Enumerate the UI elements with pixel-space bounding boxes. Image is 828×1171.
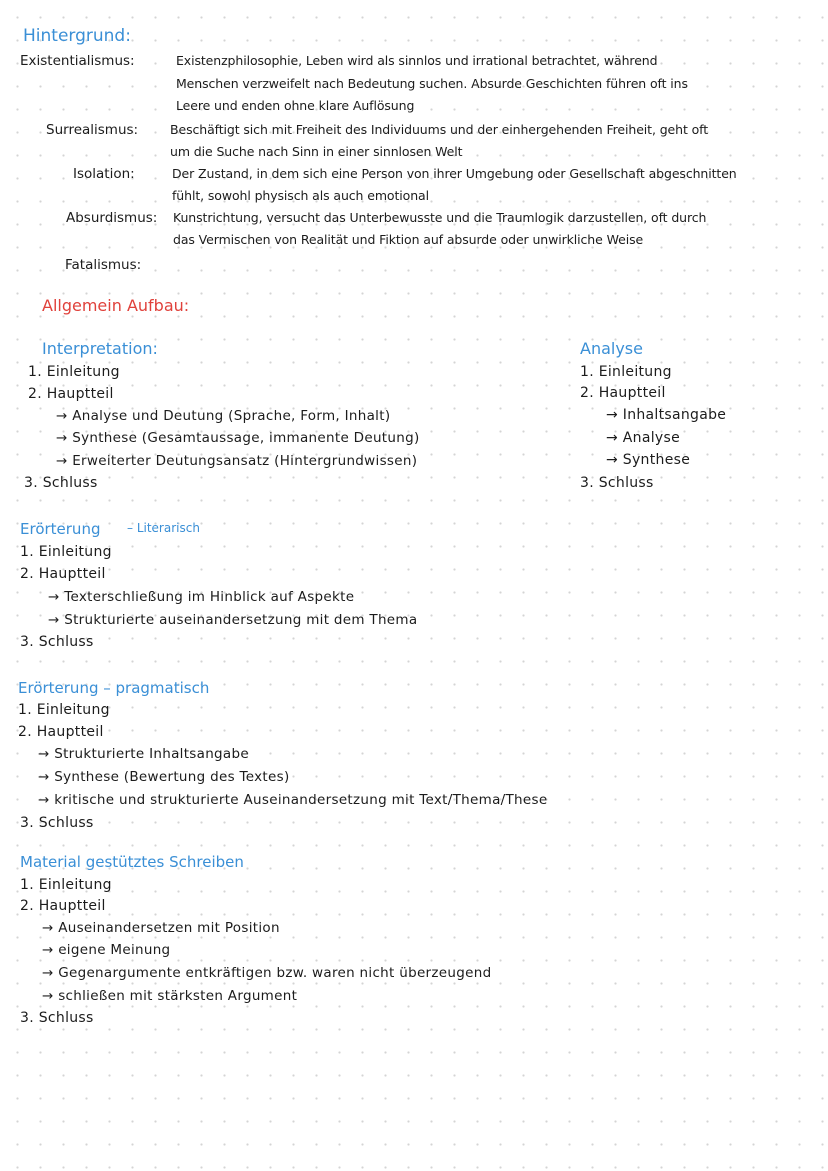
list-item: → Gegenargumente entkräftigen bzw. waren nicht überzeugend — [42, 965, 492, 981]
list-item: 1. Einleitung — [20, 877, 112, 893]
list-item: → Strukturierte Inhaltsangabe — [38, 746, 249, 762]
list-item: → Strukturierte auseinandersetzung mit dem Thema — [48, 612, 418, 628]
list-item: 2. Hauptteil — [20, 898, 106, 914]
list-item: 2. Hauptteil — [28, 386, 114, 402]
term-surrealismus: Surrealismus: — [46, 122, 139, 138]
list-item: 3. Schluss — [20, 634, 94, 650]
eroerterung-lit-heading: Erörterung — [20, 520, 101, 538]
list-item: 1. Einleitung — [580, 364, 672, 380]
list-item: → Analyse und Deutung (Sprache, Form, Inhalt) — [56, 408, 391, 424]
definition-line: das Vermischen von Realität und Fiktion auf absurde oder unwirkliche Weise — [173, 232, 644, 247]
list-item: 2. Hauptteil — [20, 566, 106, 582]
definition-line: Beschäftigt sich mit Freiheit des Individuums und der einhergehenden Freiheit, geht oft — [170, 122, 709, 137]
list-item: → schließen mit stärksten Argument — [42, 988, 298, 1004]
list-item: → Synthese (Gesamtaussage, immanente Deutung) — [56, 430, 420, 446]
material-heading: Material gestütztes Schreiben — [20, 853, 244, 871]
list-item: → Synthese (Bewertung des Textes) — [38, 769, 290, 785]
list-item: → Synthese — [606, 452, 691, 468]
list-item: → Auseinandersetzen mit Position — [42, 920, 280, 936]
definition-line: fühlt, sowohl physisch als auch emotional — [172, 188, 429, 203]
list-item: 1. Einleitung — [20, 544, 112, 560]
list-item: → kritische und strukturierte Auseinandersetzung mit Text/Thema/These — [38, 792, 548, 808]
analyse-heading: Analyse — [580, 339, 643, 358]
definition-line: Der Zustand, in dem sich eine Person von ihrer Umgebung oder Gesellschaft abgeschnitten — [172, 166, 737, 181]
list-item: 1. Einleitung — [18, 702, 110, 718]
term-fatalismus: Fatalismus: — [65, 257, 142, 273]
definition-line: um die Suche nach Sinn in einer sinnlosen Welt — [170, 144, 463, 159]
list-item: → eigene Meinung — [42, 942, 171, 958]
list-item: → Erweiterter Deutungsansatz (Hintergrundwissen) — [56, 453, 418, 469]
list-item: 3. Schluss — [24, 475, 98, 491]
hintergrund-heading: Hintergrund: — [23, 26, 131, 46]
list-item: 2. Hauptteil — [580, 385, 666, 401]
definition-line: Existenzphilosophie, Leben wird als sinnlos und irrational betrachtet, während — [176, 53, 658, 68]
definition-line: Leere und enden ohne klare Auflösung — [176, 98, 415, 113]
list-item: 1. Einleitung — [28, 364, 120, 380]
definition-line: Kunstrichtung, versucht das Unterbewusste und die Traumlogik darzustellen, oft durch — [173, 210, 707, 225]
list-item: 3. Schluss — [580, 475, 654, 491]
list-item: → Analyse — [606, 430, 680, 446]
allgemein-heading: Allgemein Aufbau: — [42, 296, 190, 315]
definition-line: Menschen verzweifelt nach Bedeutung suchen. Absurde Geschichten führen oft ins — [176, 76, 688, 91]
term-absurdismus: Absurdismus: — [66, 210, 158, 226]
list-item: 2. Hauptteil — [18, 724, 104, 740]
term-existentialismus: Existentialismus: — [20, 53, 135, 69]
eroerterung-lit-subheading: – Literarisch — [127, 521, 200, 535]
list-item: 3. Schluss — [20, 1010, 94, 1026]
list-item: → Inhaltsangabe — [606, 407, 727, 423]
list-item: 3. Schluss — [20, 815, 94, 831]
eroerterung-prag-heading: Erörterung – pragmatisch — [18, 679, 210, 697]
interpretation-heading: Interpretation: — [42, 339, 158, 358]
list-item: → Texterschließung im Hinblick auf Aspekte — [48, 589, 355, 605]
term-isolation: Isolation: — [73, 166, 135, 182]
